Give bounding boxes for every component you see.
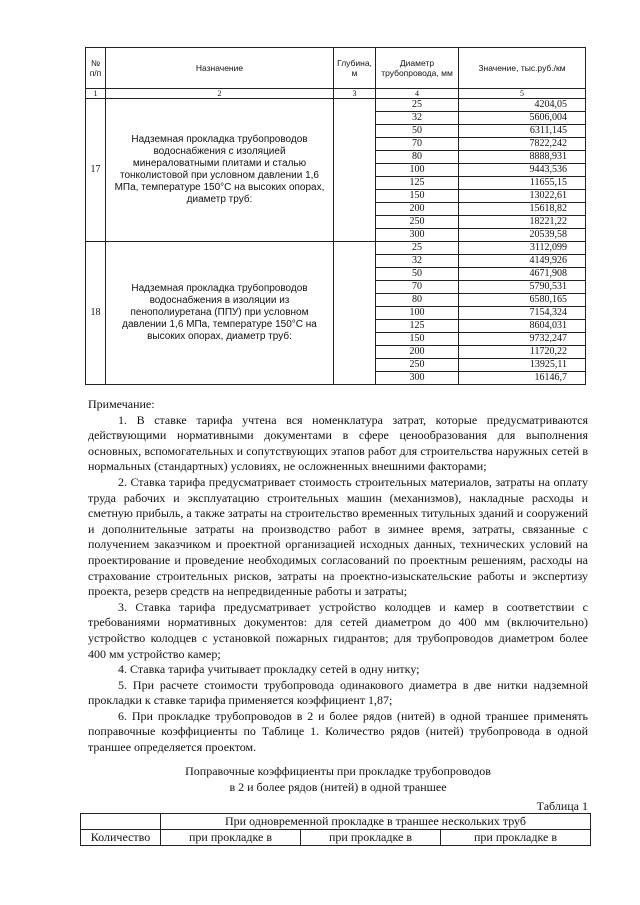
column-number: 1 bbox=[86, 89, 106, 99]
diameter-cell: 200 bbox=[376, 203, 459, 216]
note-item: 6. При прокладке трубопроводов в 2 и более рядов (нитей) в одной траншее применять поправочные коэффициенты по Таблице 1. Количество рядов (нитей) трубопровода в одной траншее определяется проектом. bbox=[88, 708, 588, 755]
value-cell: 3112,099 bbox=[459, 242, 586, 255]
table-row bbox=[81, 830, 591, 846]
diameter-cell: 80 bbox=[376, 151, 459, 164]
note-item: 3. Ставка тарифа предусматривает устройство колодцев и камер в соответствии с требованиями нормативных документов: для сетей диаметром до 400 мм (включительно) устройство колодцев с установкой пожарных гидрантов; для трубопроводов диаметром более 400 мм устройство камер; bbox=[88, 599, 588, 661]
notes-heading: Примечание: bbox=[88, 397, 155, 411]
diameter-cell: 50 bbox=[376, 125, 459, 138]
value-cell: 18221,22 bbox=[459, 216, 586, 229]
group-description: Надземная прокладка трубопроводов водоснабжения в изоляции из пенополиуретана (ППУ) при условном давлении 1,6 МПа, температуре 150°С на высоких опорах, диаметр труб: bbox=[106, 242, 334, 385]
header-row bbox=[86, 48, 586, 89]
value-cell: 4204,05 bbox=[459, 99, 586, 112]
column-number: 5 bbox=[459, 89, 586, 99]
value-cell: 6311,145 bbox=[459, 125, 586, 138]
depth-cell bbox=[334, 99, 376, 242]
coef-title-line: в 2 и более рядов (нитей) в одной траншее bbox=[229, 779, 447, 794]
group-17 bbox=[86, 99, 586, 242]
diameter-cell: 300 bbox=[376, 372, 459, 385]
diameter-cell: 125 bbox=[376, 177, 459, 190]
value-cell: 13925,11 bbox=[459, 359, 586, 372]
diameter-cell: 100 bbox=[376, 307, 459, 320]
depth-cell bbox=[334, 242, 376, 385]
value-cell: 8604,031 bbox=[459, 320, 586, 333]
value-cell: 11720,22 bbox=[459, 346, 586, 359]
diameter-cell: 70 bbox=[376, 138, 459, 151]
coef-table-title bbox=[88, 764, 588, 795]
diameter-cell: 150 bbox=[376, 333, 459, 346]
group-description: Надземная прокладка трубопроводов водоснабжения с изоляцией минераловатными плитами и сталью тонколистовой при условном давлении 1,6 МПа, температуре 150°С на высоких опорах, диаметр труб: bbox=[106, 99, 334, 242]
value-cell: 7822,242 bbox=[459, 138, 586, 151]
header-value: Значение, тыс.руб./км bbox=[459, 48, 586, 89]
value-cell: 13022,61 bbox=[459, 190, 586, 203]
value-cell: 6580,165 bbox=[459, 294, 586, 307]
header-purpose: Назначение bbox=[106, 48, 334, 89]
group-number: 17 bbox=[86, 99, 106, 242]
note-item: 4. Ставка тарифа учитывает прокладку сетей в одну нитку; bbox=[118, 662, 420, 677]
value-cell: 15618,82 bbox=[459, 203, 586, 216]
table-row bbox=[86, 242, 586, 255]
corner-cell bbox=[81, 814, 161, 830]
note-item: 5. При расчете стоимости трубопровода одинакового диаметра в две нитки надземной прокладки к ставке тарифа применяется коэффициент 1,87; bbox=[88, 677, 588, 708]
diameter-cell: 32 bbox=[376, 112, 459, 125]
diameter-cell: 125 bbox=[376, 320, 459, 333]
merged-header: При одновременной прокладке в траншее нескольких труб bbox=[161, 814, 591, 830]
value-cell: 9732,247 bbox=[459, 333, 586, 346]
notes-section bbox=[88, 397, 588, 756]
value-cell: 4149,926 bbox=[459, 255, 586, 268]
value-cell: 9443,536 bbox=[459, 164, 586, 177]
value-cell: 4671,908 bbox=[459, 268, 586, 281]
tariff-table bbox=[85, 47, 586, 385]
group-number: 18 bbox=[86, 242, 106, 385]
note-item: 2. Ставка тарифа предусматривает стоимость строительных материалов, затраты на оплату труда рабочих и эксплуатацию строительных машин (механизмов), накладные расходы и сметную прибыль, а также затраты на строительство временных титульных зданий и сооружений и дополнительные затраты на производство работ в зимнее время, затраты, связанные с получением заказчиком и проектной организацией исходных данных, технических условий на проектирование и проведение необходимых согласований по проектным решениям, расходы на страхование строительных рисков, затраты на проектно-изыскательские работы и экспертизу проекта, резерв средств на непредвиденные работы и затраты; bbox=[88, 474, 588, 599]
column-number: 3 bbox=[334, 89, 376, 99]
row-label: Количество bbox=[81, 830, 161, 846]
value-cell: 20539,58 bbox=[459, 229, 586, 242]
value-cell: 7154,324 bbox=[459, 307, 586, 320]
diameter-cell: 25 bbox=[376, 242, 459, 255]
column-number: 2 bbox=[106, 89, 334, 99]
diameter-cell: 70 bbox=[376, 281, 459, 294]
value-cell: 5790,531 bbox=[459, 281, 586, 294]
column-number-row bbox=[86, 89, 586, 99]
value-cell: 8888,931 bbox=[459, 151, 586, 164]
diameter-cell: 50 bbox=[376, 268, 459, 281]
diameter-cell: 300 bbox=[376, 229, 459, 242]
column-header: при прокладке в bbox=[441, 830, 591, 846]
diameter-cell: 100 bbox=[376, 164, 459, 177]
diameter-cell: 200 bbox=[376, 346, 459, 359]
header-depth: Глубина, м bbox=[334, 48, 376, 89]
column-header: при прокладке в bbox=[161, 830, 301, 846]
column-number: 4 bbox=[376, 89, 459, 99]
diameter-cell: 250 bbox=[376, 216, 459, 229]
note-item: 1. В ставке тарифа учтена вся номенклатура затрат, которые предусматриваются действующими нормативными документами в сфере ценообразования для выполнения основных, вспомогательных и сопутствующих этапов работ для строительства наружных сетей в нормальных (стандартных) условиях, не осложненных внешними факторами; bbox=[88, 412, 588, 474]
table-label: Таблица 1 bbox=[536, 799, 588, 813]
value-cell: 5606,004 bbox=[459, 112, 586, 125]
table-row bbox=[86, 99, 586, 112]
group-18 bbox=[86, 242, 586, 385]
diameter-cell: 150 bbox=[376, 190, 459, 203]
diameter-cell: 250 bbox=[376, 359, 459, 372]
diameter-cell: 80 bbox=[376, 294, 459, 307]
header-num: № п/п bbox=[86, 48, 106, 89]
coefficient-table bbox=[80, 813, 591, 846]
header-diameter: Диаметр трубопровода, мм bbox=[376, 48, 459, 89]
value-cell: 11655,15 bbox=[459, 177, 586, 190]
diameter-cell: 25 bbox=[376, 99, 459, 112]
table-row bbox=[81, 814, 591, 830]
column-header: при прокладке в bbox=[301, 830, 441, 846]
coef-title-line: Поправочные коэффициенты при прокладке трубопроводов bbox=[185, 764, 491, 778]
diameter-cell: 32 bbox=[376, 255, 459, 268]
value-cell: 16146,7 bbox=[459, 372, 586, 385]
